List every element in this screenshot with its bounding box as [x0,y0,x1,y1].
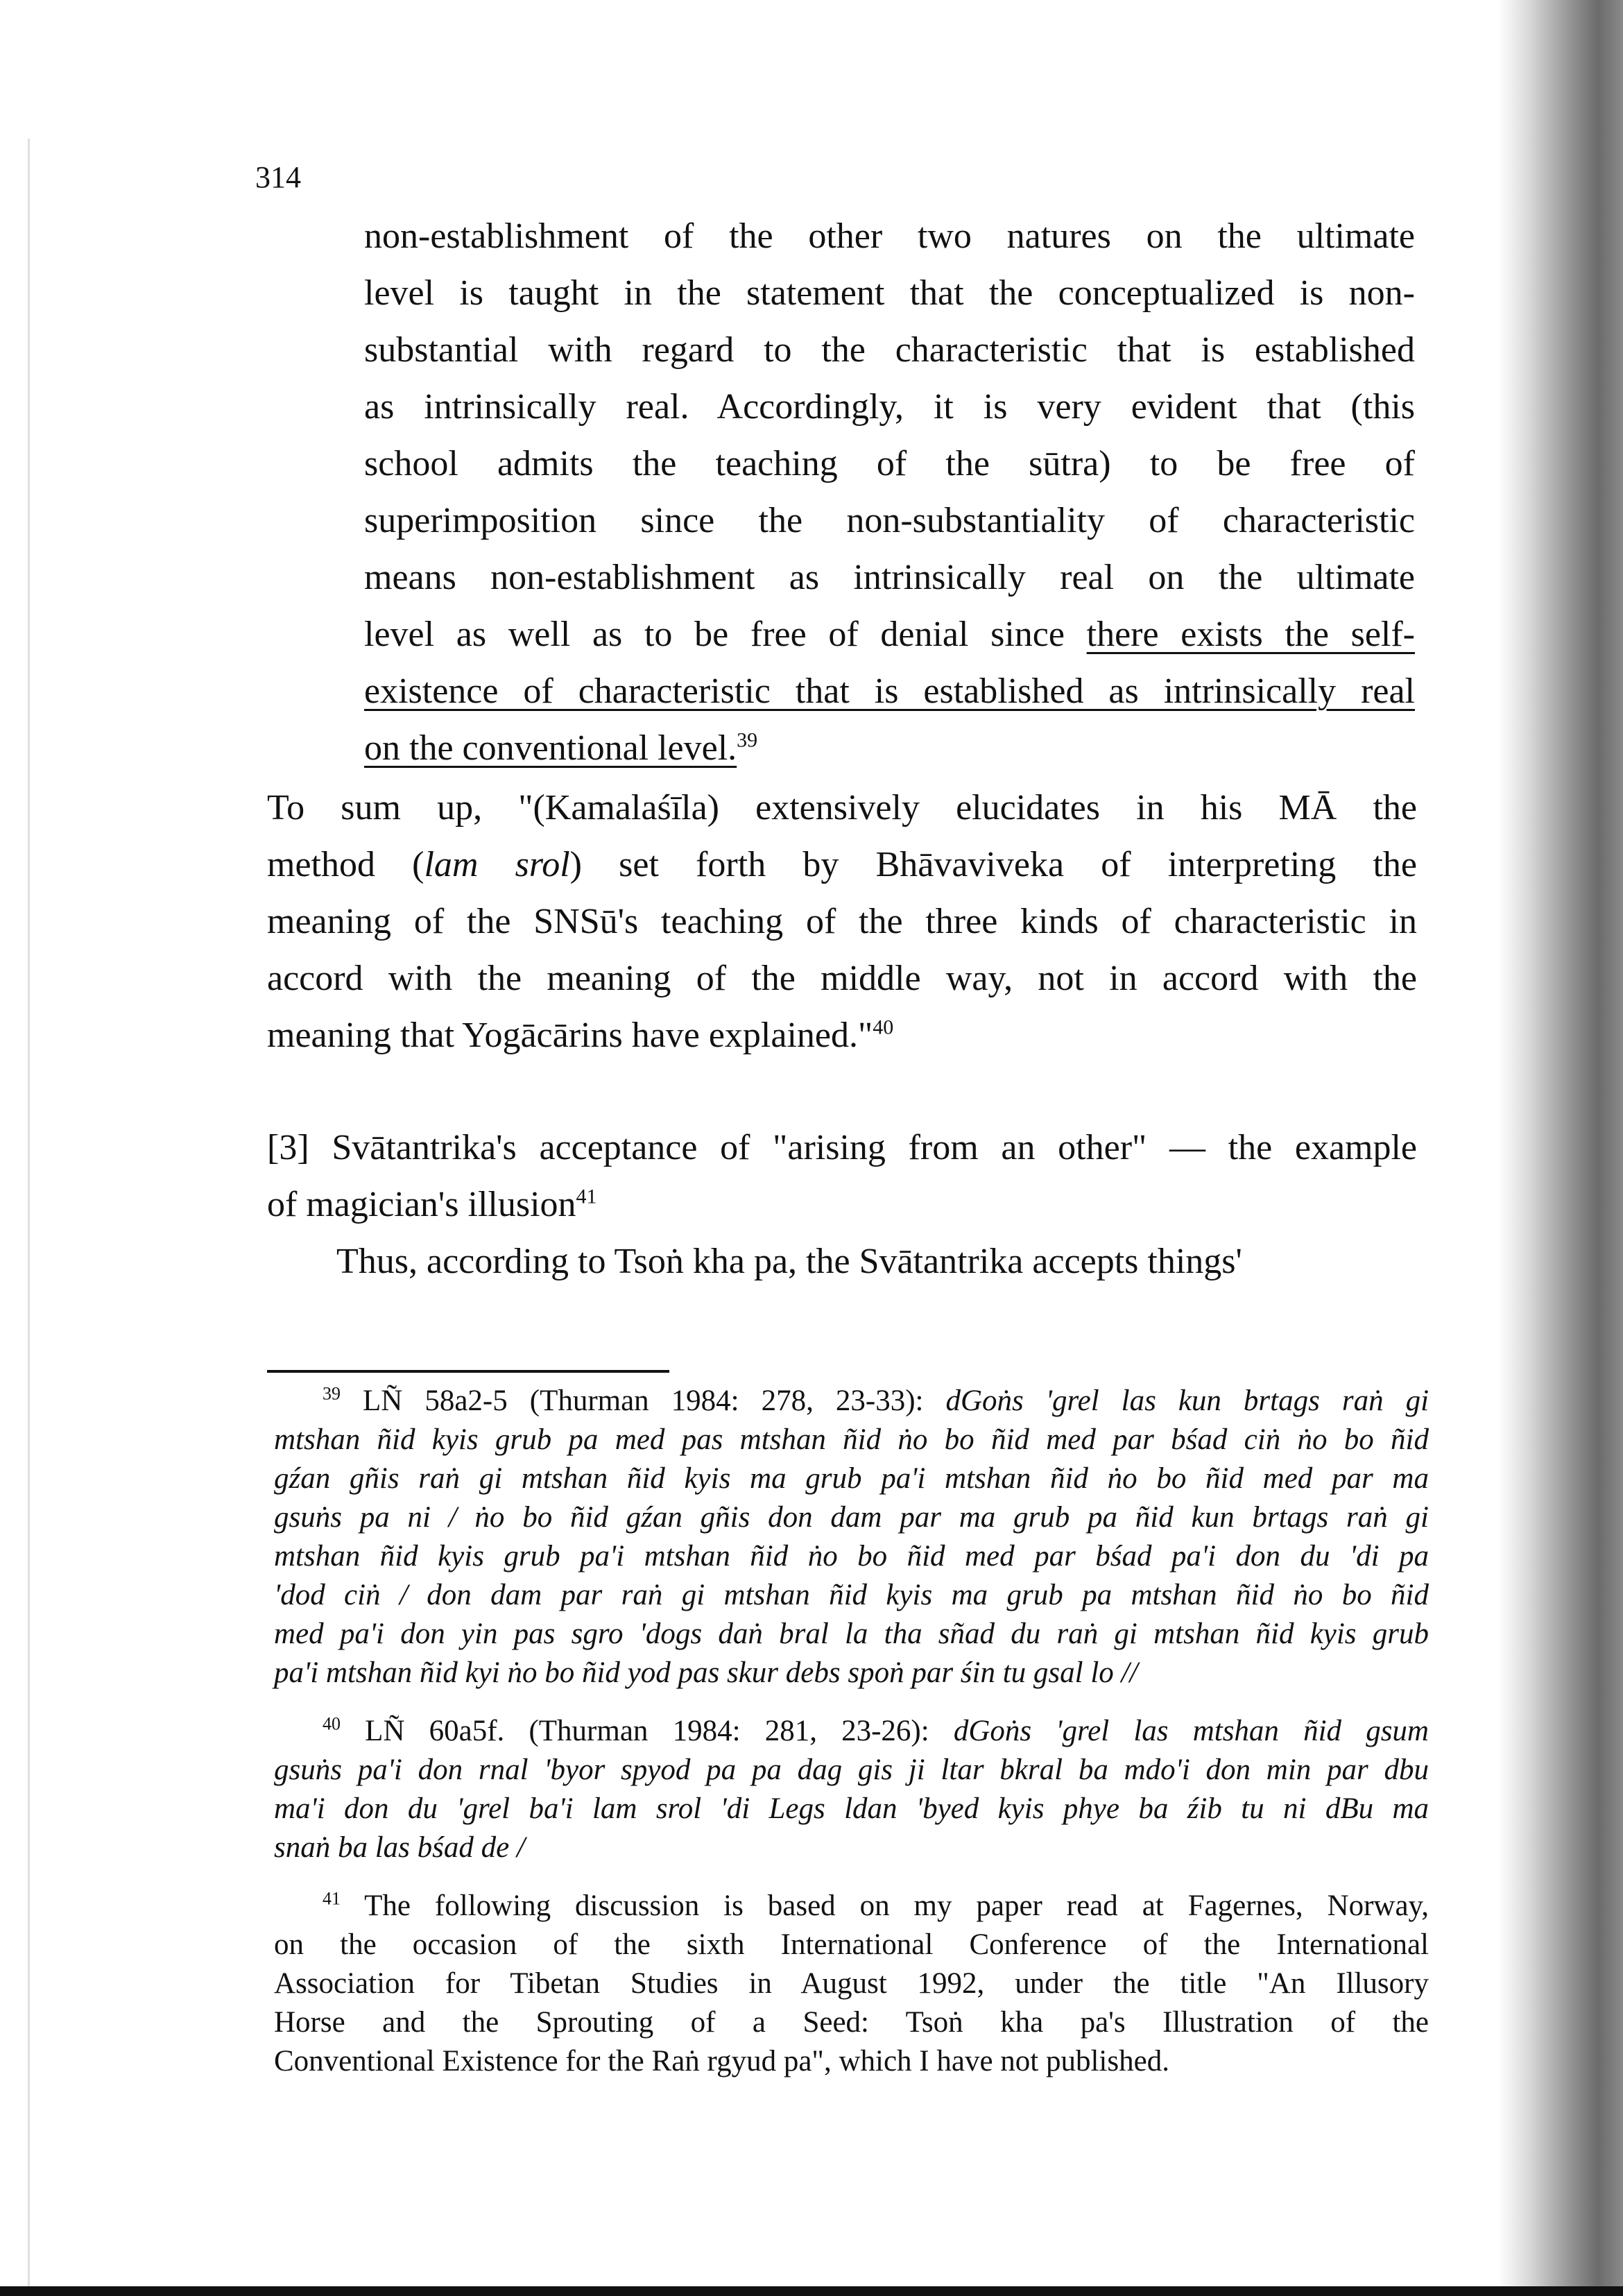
quote-line: school admits the teaching of the sūtra) to be free of [364,444,1415,483]
footnote-tibetan: med pa'i don yin pas sgro 'dogs daṅ bral la tha sñad du raṅ gi mtshan ñid kyis grub [274,1618,1429,1650]
underlined-text: there exists the self- [1086,615,1416,654]
section-heading: [3] Svātantrika's acceptance of "arising from an other" — the example [267,1128,1417,1167]
footnote-tibetan: snaṅ ba las bśad de / [274,1831,525,1864]
body-line: To sum up, "(Kamalaśīla) extensively elucidates in his MĀ the [267,788,1417,828]
section-text: Thus, according to Tsoṅ kha pa, the Svātantrika accepts things' [336,1242,1242,1281]
section-block [267,1120,1417,1290]
footnote-line [274,1790,1429,1828]
footnote-number: 39 [323,1383,341,1404]
footnote-number: 40 [323,1713,341,1734]
body-text: meaning that Yogācārins have explained." [267,1016,873,1055]
footnote-tibetan: mtshan ñid kyis grub pa med pas mtshan ñid ṅo bo ñid med par bśad ciṅ ṅo bo ñid [274,1423,1429,1456]
footnote-line [274,1576,1429,1615]
body-line [267,837,1417,893]
body-line [267,1007,1417,1064]
scan-edge-shadow [1498,0,1623,2296]
quote-line [364,663,1415,720]
footnote-line: Horse and the Sprouting of a Seed: Tsoṅ kha pa's Illustration of the [274,2006,1429,2039]
page-number: 314 [255,160,301,194]
quote-line: level is taught in the statement that the conceptualized is non- [364,273,1415,313]
footnote-line [274,1421,1429,1459]
footnote-line: Association for Tibetan Studies in August 1992, under the title "An Illusory [274,1967,1429,2000]
body-line: meaning of the SNSū's teaching of the three kinds of characteristic in [267,902,1417,941]
quotation-block [364,208,1415,777]
footnote-tibetan: gsuṅs pa ni / ṅo bo ñid gźan gñis don dam par ma grub pa ñid kun brtags raṅ gi [274,1501,1429,1534]
footnote-line [274,1654,1429,1693]
footnote-line: Conventional Existence for the Raṅ rgyud pa", which I have not published. [274,2045,1169,2077]
italic-term: lam srol [424,845,570,884]
footnote-ref: 39 [737,728,758,752]
footnote-line [274,1498,1429,1537]
underlined-text: on the conventional level. [364,728,737,768]
footnote-line [274,1615,1429,1654]
footnote-line [274,1537,1429,1576]
footnote-tibetan: 'dod ciṅ / don dam par raṅ gi mtshan ñid kyis ma grub pa mtshan ñid ṅo bo ñid [274,1579,1429,1611]
footnote-line [274,1382,1429,1421]
quote-line [364,720,1415,777]
footnote-41 [274,1887,1429,2081]
footnote-text: The following discussion is based on my paper read at Fagernes, Norway, [364,1890,1429,1922]
footnote-line [274,1751,1429,1790]
quote-text: level as well as to be free of denial since [364,615,1087,654]
footnote-tibetan: ma'i don du 'grel ba'i lam srol 'di Legs ldan 'byed kyis phye ba źib tu ni dBu ma [274,1792,1429,1825]
quote-line: non-establishment of the other two natures on the ultimate [364,216,1415,256]
body-text: ) set forth by Bhāvaviveka of interpreting the [569,845,1417,884]
footnotes [274,1382,1429,2100]
footnote-line: on the occasion of the sixth International Conference of the International [274,1928,1429,1961]
footnote-line [274,1887,1429,1926]
scan-bottom-edge [0,2286,1623,2296]
body-text: method ( [267,845,424,884]
section-heading-text: of magician's illusion [267,1185,576,1224]
footnote-line [274,1459,1429,1498]
body-paragraph [267,780,1417,1064]
body-line: accord with the meaning of the middle way, not in accord with the [267,959,1417,998]
footnote-40 [274,1712,1429,1867]
footnote-ref: 41 [576,1185,597,1208]
footnote-tibetan: mtshan ñid kyis grub pa'i mtshan ñid ṅo bo ñid med par bśad pa'i don du 'di pa [274,1540,1429,1573]
footnote-tibetan: pa'i mtshan ñid kyi ṅo bo ñid yod pas skur debs spoṅ par śin tu gsal lo // [274,1656,1138,1689]
footnote-number: 41 [323,1888,341,1909]
quote-line: superimposition since the non-substantiality of characteristic [364,501,1415,540]
quote-line [364,606,1415,663]
footnote-tibetan: gsuṅs pa'i don rnal 'byor spyod pa pa dag gis ji ltar bkral ba mdo'i don min par dbu [274,1754,1429,1786]
footnote-line [274,1828,1429,1867]
footnote-ref: 40 [873,1016,894,1039]
footnote-tibetan: gźan gñis raṅ gi mtshan ñid kyis ma grub pa'i mtshan ñid ṅo bo ñid med par ma [274,1462,1429,1495]
section-heading [267,1176,1417,1233]
quote-line: as intrinsically real. Accordingly, it is very evident that (this [364,387,1415,427]
footnote-tibetan: dGoṅs 'grel las mtshan ñid gsum [953,1715,1429,1747]
quote-line: means non-establishment as intrinsically real on the ultimate [364,558,1415,597]
footnote-lead: LÑ 60a5f. (Thurman 1984: 281, 23-26): [365,1715,954,1747]
footnote-39 [274,1382,1429,1693]
quote-line: substantial with regard to the characteristic that is established [364,330,1415,370]
footnote-line [274,1712,1429,1751]
scan-margin-line [28,139,30,2289]
footnote-tibetan: dGoṅs 'grel las kun brtags raṅ gi [945,1385,1429,1417]
footnote-lead: LÑ 58a2-5 (Thurman 1984: 278, 23-33): [363,1385,946,1417]
footnote-divider [267,1370,669,1373]
underlined-text: existence of characteristic that is established as intrinsically real [364,671,1415,711]
